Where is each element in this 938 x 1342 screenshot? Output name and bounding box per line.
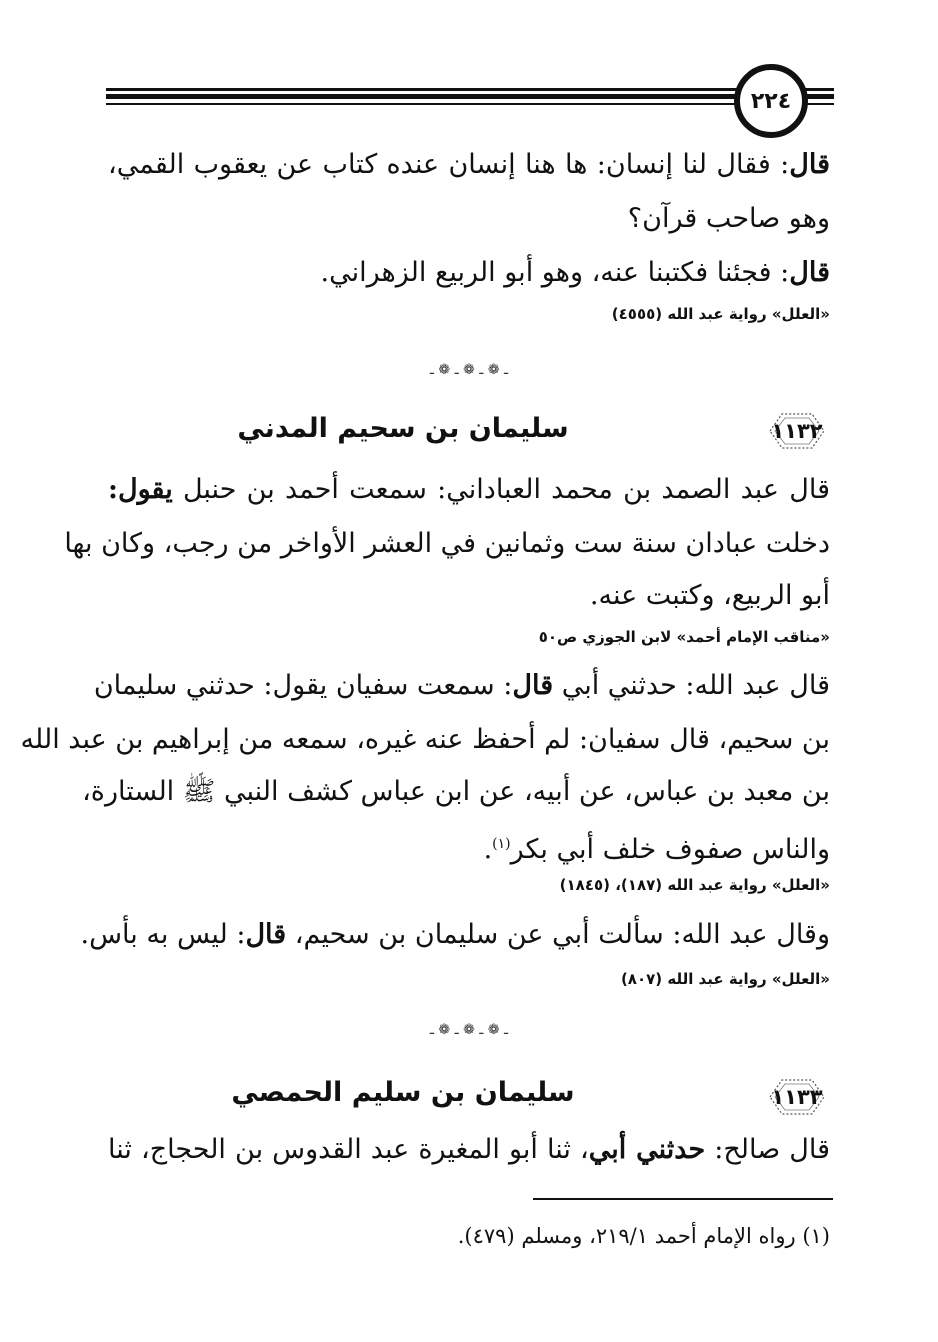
line-text: أبو الربيع، وكتبت عنه. bbox=[589, 580, 830, 611]
line-text: وقال عبد الله: سألت أبي عن سليمان بن سحيم، bbox=[286, 919, 830, 950]
line-text: . bbox=[483, 834, 493, 865]
entry-title: سليمان بن سليم الحمصي bbox=[231, 1077, 575, 1108]
text-line bbox=[108, 253, 830, 293]
header-rule bbox=[106, 88, 834, 91]
line-text: قال صالح: bbox=[705, 1134, 830, 1165]
bold-text: قال bbox=[512, 670, 554, 701]
source-citation: «العلل» رواية عبد الله (٤٥٥٥) bbox=[611, 305, 830, 323]
entry-number-badge bbox=[764, 408, 830, 454]
section-separator: ـ ❁ ـ ❁ ـ ❁ ـ bbox=[429, 1022, 509, 1038]
line-text: وهو صاحب قرآن؟ bbox=[627, 203, 830, 234]
text-line bbox=[93, 666, 830, 706]
bold-text: قال bbox=[245, 919, 287, 950]
line-text: : فقال لنا إنسان: ها هنا إنسان عنده كتاب عن يعقوب القمي، bbox=[108, 149, 790, 180]
bold-text: حدثني أبي bbox=[588, 1134, 706, 1165]
source-citation: «العلل» رواية عبد الله (٨٠٧) bbox=[620, 970, 830, 988]
page-number: ٢٢٤ bbox=[734, 64, 808, 138]
source-citation: «العلل» رواية عبد الله (١٨٧)، (١٨٤٥) bbox=[559, 876, 830, 894]
line-text: : فجئنا فكتبنا عنه، وهو أبو الربيع الزهراني. bbox=[320, 257, 790, 288]
text-line bbox=[82, 772, 830, 812]
text-line bbox=[108, 576, 830, 616]
line-text: والناس صفوف خلف أبي بكر bbox=[510, 834, 830, 865]
header-rule bbox=[106, 94, 834, 99]
line-text: بن معبد بن عباس، عن أبيه، عن ابن عباس كشف النبي ﷺ الستارة، bbox=[82, 776, 830, 807]
text-line bbox=[108, 145, 830, 185]
entry-number: ١١٣٣ bbox=[771, 1085, 823, 1109]
text-line bbox=[20, 720, 830, 760]
bold-text: يقول: bbox=[108, 474, 173, 505]
speaker-label: قال bbox=[789, 149, 830, 180]
footnote-marker[interactable]: (١) bbox=[492, 836, 511, 852]
line-text: قال عبد الله: حدثني أبي bbox=[553, 670, 830, 701]
text-line bbox=[108, 824, 830, 870]
footnote bbox=[108, 1221, 830, 1251]
footnote-text: رواه الإمام أحمد ٢١٩/١، ومسلم (٤٧٩). bbox=[457, 1224, 803, 1248]
text-line bbox=[80, 915, 830, 955]
line-text: قال عبد الصمد بن محمد العباداني: سمعت أحمد بن حنبل bbox=[172, 474, 830, 505]
line-text: : ليس به بأس. bbox=[80, 919, 246, 950]
text-line bbox=[64, 524, 830, 564]
text-line bbox=[108, 199, 830, 239]
section-separator: ـ ❁ ـ ❁ ـ ❁ ـ bbox=[429, 362, 509, 378]
footnote-number: (١) bbox=[802, 1224, 830, 1248]
line-text: بن سحيم، قال سفيان: لم أحفظ عنه غيره، سمعه من إبراهيم بن عبد الله bbox=[20, 724, 830, 755]
text-line bbox=[108, 470, 830, 510]
entry-title: سليمان بن سحيم المدني bbox=[237, 413, 569, 444]
line-text: : سمعت سفيان يقول: حدثني سليمان bbox=[93, 670, 513, 701]
line-text: ، ثنا أبو المغيرة عبد القدوس بن الحجاج، ثنا bbox=[108, 1134, 589, 1165]
footnote-rule bbox=[533, 1198, 833, 1200]
line-text: دخلت عبادان سنة ست وثمانين في العشر الأواخر من رجب، وكان بها bbox=[64, 528, 830, 559]
speaker-label: قال bbox=[789, 257, 830, 288]
entry-number-badge bbox=[764, 1074, 830, 1120]
text-line bbox=[108, 1130, 830, 1170]
entry-number: ١١٣٢ bbox=[771, 419, 823, 443]
source-citation: «مناقب الإمام أحمد» لابن الجوزي ص٥٠ bbox=[538, 628, 830, 646]
header-rule bbox=[106, 103, 834, 105]
